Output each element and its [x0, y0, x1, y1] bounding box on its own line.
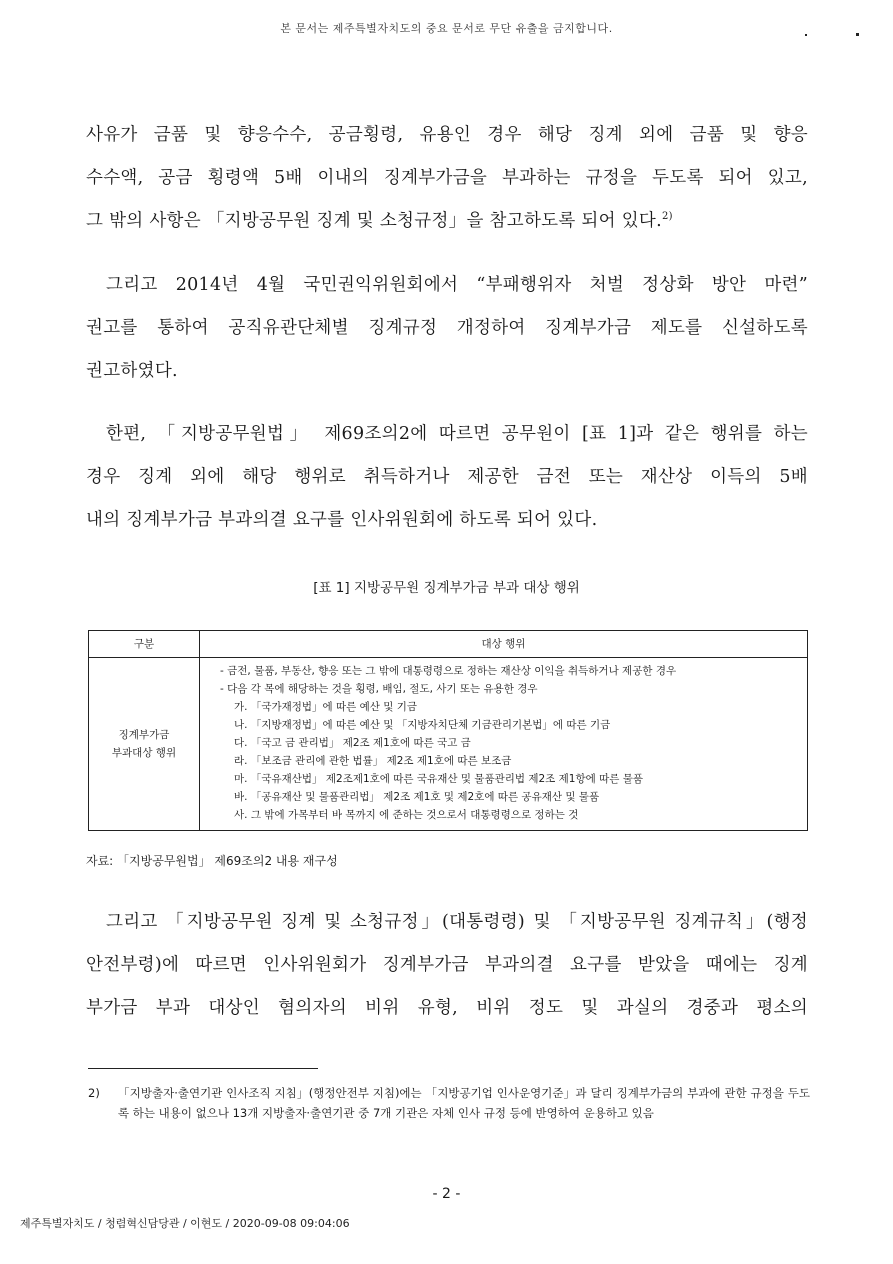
paragraph-4	[86, 901, 808, 1030]
paragraph-3	[86, 413, 808, 542]
act-item: - 다음 각 목에 해당하는 것을 횡령, 배임, 절도, 사기 또는 유용한 경우	[220, 683, 538, 695]
paragraph-line: 안전부령)에 따르면 인사위원회가 징계부가금 부과의결 요구를 받았을 때에는 징계	[86, 955, 808, 975]
paragraph-line: 그리고 「지방공무원 징계 및 소청규정」(대통령령) 및 「지방공무원 징계규칙」(행정	[106, 912, 808, 932]
paragraph-line: 사유가 금품 및 향응수수, 공금횡령, 유용인 경우 해당 징계 외에 금품 및 향응	[86, 125, 808, 145]
footer-metadata: 제주특별자치도 / 청렴혁신담당관 / 이현도 / 2020-09-08 09:04:06	[20, 1217, 350, 1230]
scan-speck	[805, 34, 807, 36]
paragraph-line: 권고하였다.	[86, 361, 178, 381]
footnote-divider	[88, 1068, 318, 1069]
act-sub-item: 라. 「보조금 관리에 관한 법률」 제2조 제1호에 따른 보조금	[234, 755, 512, 767]
act-sub-item: 다. 「국고 금 관리법」 제2조 제1호에 따른 국고 금	[234, 737, 471, 749]
table-header-row	[89, 631, 808, 658]
paragraph-line: 그리고 2014년 4월 국민권익위원회에서 “부패행위자 처벌 정상화 방안 마련”	[106, 275, 808, 295]
paragraph-line: 권고를 통하여 공직유관단체별 징계규정 개정하여 징계부가금 제도를 신설하도록	[86, 318, 808, 338]
footnote-text: 「지방출자·출연기관 인사조직 지침」(행정안전부 지침)에는 「지방공기업 인사운영기준」과 달리 징계부가금의 부과에 관한 규정을 두도록 하는 내용이 없으나 13개 지방출자·출연기관 중 7개 기관은 자체 인사 규정 등에 반영하여 운용하고 있음	[118, 1086, 810, 1120]
act-item: - 금전, 물품, 부동산, 향응 또는 그 밖에 대통령령으로 정하는 재산상 이익을 취득하거나 제공한 경우	[220, 665, 677, 677]
footnote-marker: 2)	[88, 1086, 100, 1100]
act-sub-item: 나. 「지방재정법」에 따른 예산 및 「지방자치단체 기금관리기본법」에 따른 기금	[234, 719, 611, 731]
footnote	[88, 1083, 810, 1123]
act-sub-item: 마. 「국유재산법」 제2조제1호에 따른 국유재산 및 물품관리법 제2조 제1항에 따른 물품	[234, 773, 644, 785]
table-row	[89, 658, 808, 831]
paragraph-line: 한편, 「지방공무원법」 제69조의2에 따르면 공무원이 [표 1]과 같은 행위를 하는	[106, 424, 808, 444]
paragraph-line: 경우 징계 외에 해당 행위로 취득하거나 제공한 금전 또는 재산상 이득의 5배	[86, 467, 808, 487]
act-sub-item: 가. 「국가재정법」에 따른 예산 및 기금	[234, 701, 418, 713]
footnote-reference: 2)	[661, 211, 673, 223]
table-source: 자료: 「지방공무원법」 제69조의2 내용 재구성	[86, 854, 338, 868]
paragraph-line-text: 그 밖의 사항은 「지방공무원 징계 및 소청규정」을 참고하도록 되어 있다.	[86, 211, 662, 231]
confidentiality-notice: 본 문서는 제주특별자치도의 중요 문서로 무단 유출을 금지합니다.	[280, 22, 613, 35]
paragraph-line: 내의 징계부가금 부과의결 요구를 인사위원회에 하도록 되어 있다.	[86, 510, 598, 530]
page-number: - 2 -	[432, 1186, 461, 1202]
category-line: 징계부가금	[118, 729, 170, 741]
paragraph-line: 수수액, 공금 횡령액 5배 이내의 징계부가금을 부과하는 규정을 두도록 되어 있고,	[86, 168, 808, 188]
paragraph-line: 부가금 부과 대상인 혐의자의 비위 유형, 비위 정도 및 과실의 경중과 평소의	[86, 998, 808, 1018]
column-header-category: 구분	[89, 631, 200, 658]
scan-speck	[856, 33, 859, 36]
column-header-acts: 대상 행위	[200, 631, 808, 658]
paragraph-2	[86, 264, 808, 393]
disciplinary-surcharge-table	[88, 630, 808, 831]
table-caption: [표 1] 지방공무원 징계부가금 부과 대상 행위	[313, 580, 580, 596]
paragraph-line	[86, 200, 808, 243]
category-cell	[89, 658, 200, 831]
acts-cell	[200, 658, 808, 831]
act-sub-item: 바. 「공유재산 및 물품관리법」 제2조 제1호 및 제2호에 따른 공유재산 및 물품	[234, 791, 600, 803]
act-sub-item: 사. 그 밖에 가목부터 바 목까지 에 준하는 것으로서 대통령령으로 정하는 것	[234, 809, 579, 821]
category-line: 부과대상 행위	[111, 747, 177, 759]
paragraph-1	[86, 114, 808, 243]
